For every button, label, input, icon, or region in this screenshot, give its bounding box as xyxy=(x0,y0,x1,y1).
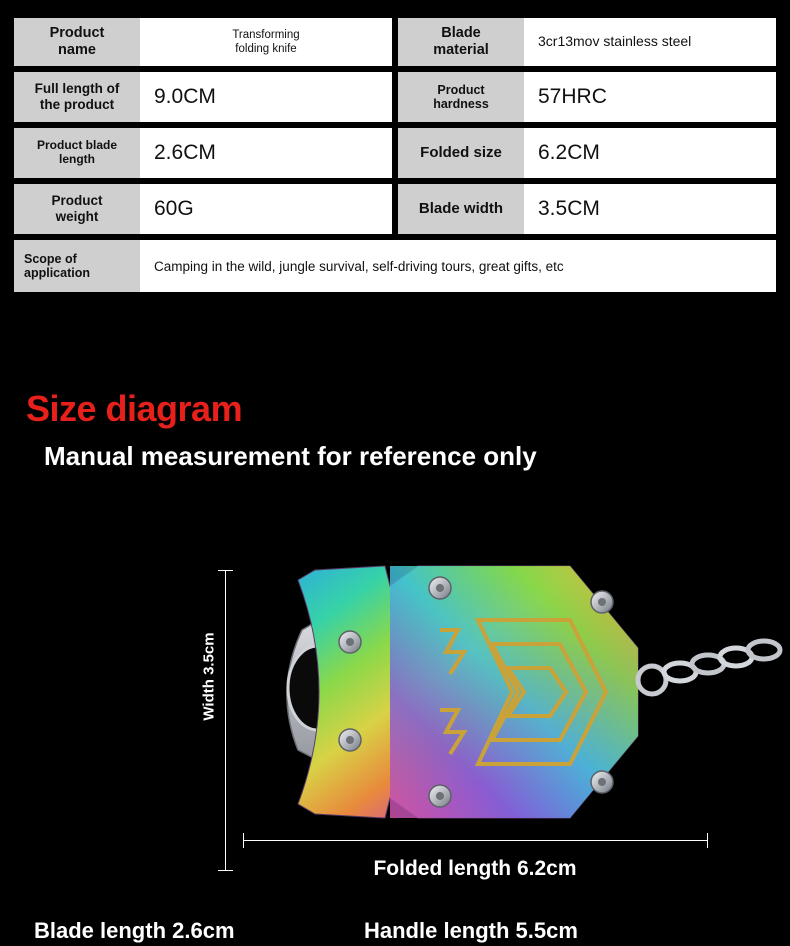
spec-value-product-weight: 60G xyxy=(140,184,392,234)
spec-value-product-hardness: 57HRC xyxy=(524,72,776,122)
spec-label-folded-size: Folded size xyxy=(398,128,524,178)
spec-label-blade-material: Blade material xyxy=(398,18,524,66)
spec-value-blade-width: 3.5CM xyxy=(524,184,776,234)
spec-table xyxy=(14,18,776,298)
key-chain xyxy=(638,641,780,694)
table-row xyxy=(14,184,776,234)
manual-measurement-note: Manual measurement for reference only xyxy=(44,441,537,471)
table-row xyxy=(14,128,776,178)
folded-length-cap-right xyxy=(707,833,708,848)
spec-label-scope: Scope of application xyxy=(14,240,140,292)
spec-pair-product-name xyxy=(14,18,392,66)
spec-value-blade-material: 3cr13mov stainless steel xyxy=(524,18,776,66)
folded-length-label: Folded length 6.2cm xyxy=(373,857,577,880)
spec-pair-blade-length xyxy=(14,128,392,178)
folded-length-dimension-line xyxy=(243,840,707,841)
table-row xyxy=(14,18,776,66)
width-dimension-cap-top xyxy=(218,570,233,571)
size-diagram-area xyxy=(0,540,790,946)
handle-length-label: Handle length 5.5cm xyxy=(364,918,578,943)
table-row xyxy=(14,240,776,292)
spec-pair-blade-width xyxy=(398,184,776,234)
spec-pair-folded-size xyxy=(398,128,776,178)
spec-value-folded-size: 6.2CM xyxy=(524,128,776,178)
spec-label-product-weight: Product weight xyxy=(14,184,140,234)
spec-pair-product-weight xyxy=(14,184,392,234)
folded-length-cap-left xyxy=(243,833,244,848)
spec-value-full-length: 9.0CM xyxy=(140,72,392,122)
knife-illustration xyxy=(240,560,790,830)
width-dimension-line xyxy=(225,570,226,870)
spec-label-blade-length: Product blade length xyxy=(14,128,140,178)
spec-label-blade-width: Blade width xyxy=(398,184,524,234)
spec-label-product-hardness: Product hardness xyxy=(398,72,524,122)
blade-length-label: Blade length 2.6cm xyxy=(34,918,235,943)
spec-pair-blade-material xyxy=(398,18,776,66)
knife-svg xyxy=(240,560,790,830)
spec-value-product-name: Transforming folding knife xyxy=(140,18,392,66)
page-title-size-diagram: Size diagram xyxy=(26,388,243,429)
table-row xyxy=(14,72,776,122)
width-dimension-cap-bottom xyxy=(218,870,233,871)
spec-pair-product-hardness xyxy=(398,72,776,122)
spec-label-product-name: Product name xyxy=(14,18,140,66)
spec-pair-full-length xyxy=(14,72,392,122)
spec-value-scope: Camping in the wild, jungle survival, self-driving tours, great gifts, etc xyxy=(140,240,776,292)
spec-label-full-length: Full length of the product xyxy=(14,72,140,122)
spec-value-blade-length: 2.6CM xyxy=(140,128,392,178)
width-dimension-label: Width 3.5cm xyxy=(200,632,218,721)
